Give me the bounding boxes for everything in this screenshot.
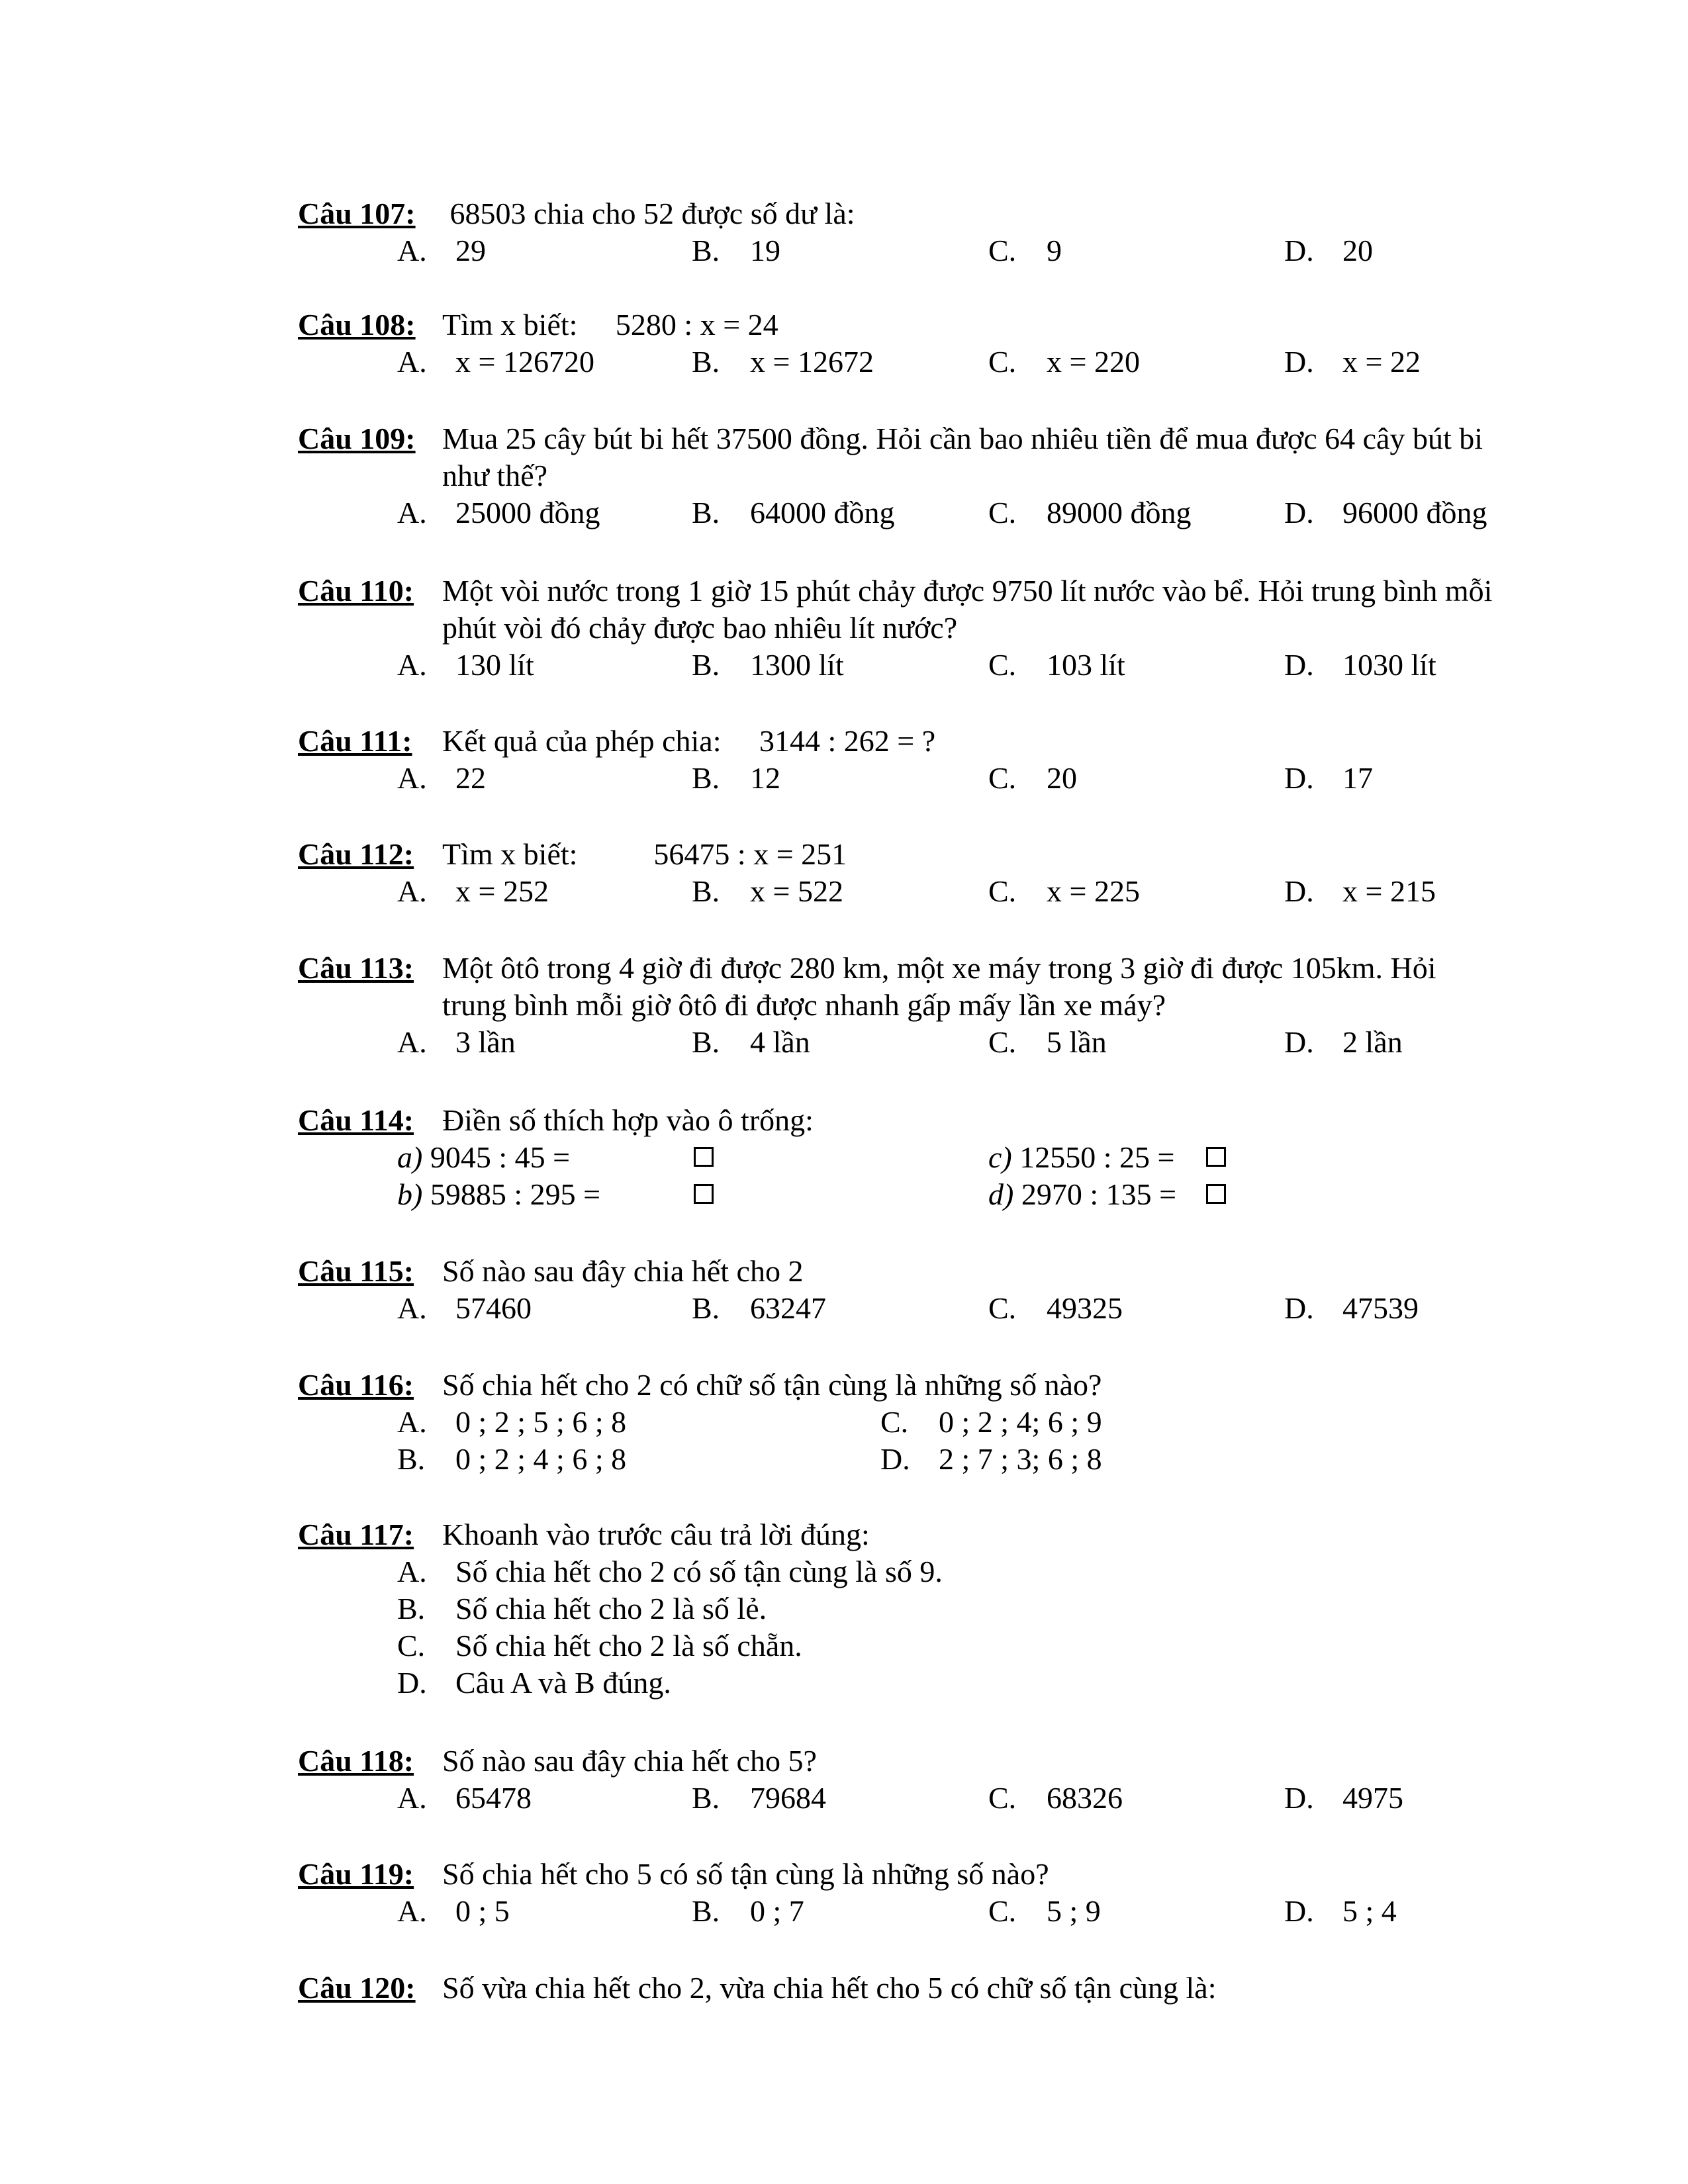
option-b: B. 4 lần <box>692 1025 810 1059</box>
option-d: D. 2 ; 7 ; 3; 6 ; 8 <box>880 1442 1102 1476</box>
option-c: C. 9 <box>988 234 1062 267</box>
option-b: B. x = 522 <box>692 874 843 908</box>
option-d: D. 2 lần <box>1284 1025 1403 1059</box>
option-c: C. 49325 <box>988 1291 1123 1325</box>
question-text: Số chia hết cho 2 có chữ số tận cùng là những số nào? <box>442 1368 1102 1402</box>
question-text: Mua 25 cây bút bi hết 37500 đồng. Hỏi cần bao nhiêu tiền để mua được 64 cây bút bi <box>442 422 1483 455</box>
option-b: B. x = 12672 <box>692 345 874 379</box>
question-text: Số chia hết cho 5 có số tận cùng là những số nào? <box>442 1857 1049 1891</box>
question-113 <box>298 950 1589 1061</box>
fill-item-d: d) 2970 : 135 = <box>988 1177 1177 1211</box>
option-c: C. 20 <box>988 761 1077 795</box>
question-114 <box>298 1102 1589 1213</box>
option-b: B. 12 <box>692 761 780 795</box>
question-117 <box>298 1516 1589 1702</box>
option-b: B. 19 <box>692 234 780 267</box>
question-label: Câu 114: <box>298 1103 414 1137</box>
question-label: Câu 118: <box>298 1744 414 1778</box>
option-d: D. x = 22 <box>1284 345 1421 379</box>
answer-box[interactable] <box>694 1147 714 1167</box>
option-d: D. 5 ; 4 <box>1284 1894 1397 1928</box>
question-119 <box>298 1856 1589 1930</box>
option-b: B. 1300 lít <box>692 648 844 682</box>
question-label: Câu 120: <box>298 1971 416 2005</box>
option-b: B. 0 ; 2 ; 4 ; 6 ; 8 <box>397 1442 627 1476</box>
question-107 <box>298 195 1589 269</box>
option-d: D. 1030 lít <box>1284 648 1436 682</box>
option-c: C. 68326 <box>988 1781 1123 1815</box>
option-b: B. Số chia hết cho 2 là số lẻ. <box>397 1592 767 1625</box>
question-text: Kết quả của phép chia: 3144 : 262 = ? <box>442 724 936 758</box>
option-d: D. x = 215 <box>1284 874 1436 908</box>
question-text-continued: trung bình mỗi giờ ôtô đi được nhanh gấp mấy lần xe máy? <box>442 988 1166 1022</box>
option-c: C. 0 ; 2 ; 4; 6 ; 9 <box>880 1405 1102 1439</box>
option-c: C. Số chia hết cho 2 là số chẵn. <box>397 1629 802 1662</box>
question-111 <box>298 723 1589 797</box>
fill-row <box>298 1176 1589 1213</box>
option-c: C. 5 lần <box>988 1025 1107 1059</box>
option-b: B. 79684 <box>692 1781 826 1815</box>
question-label: Câu 110: <box>298 574 414 608</box>
question-text: Một ôtô trong 4 giờ đi được 280 km, một xe máy trong 3 giờ đi được 105km. Hỏi <box>442 951 1436 985</box>
question-116 <box>298 1367 1589 1478</box>
question-110 <box>298 572 1589 684</box>
question-label: Câu 109: <box>298 422 416 455</box>
option-b: B. 63247 <box>692 1291 826 1325</box>
question-text-continued: như thế? <box>442 459 548 492</box>
question-label: Câu 116: <box>298 1368 414 1402</box>
option-b: B. 64000 đồng <box>692 496 895 529</box>
option-d: D. 96000 đồng <box>1284 496 1487 529</box>
question-label: Câu 113: <box>298 951 414 985</box>
option-a: A. 25000 đồng <box>397 496 600 529</box>
option-a: A. 3 lần <box>397 1025 516 1059</box>
option-d: D. Câu A và B đúng. <box>397 1666 671 1700</box>
option-d: D. 20 <box>1284 234 1373 267</box>
question-109 <box>298 420 1589 531</box>
option-c: C. 89000 đồng <box>988 496 1192 529</box>
option-c: C. 103 lít <box>988 648 1125 682</box>
question-label: Câu 107: <box>298 197 416 230</box>
option-b: B. 0 ; 7 <box>692 1894 804 1928</box>
question-label: Câu 111: <box>298 724 412 758</box>
question-108 <box>298 306 1589 381</box>
option-a: A. 130 lít <box>397 648 534 682</box>
question-text: Số vừa chia hết cho 2, vừa chia hết cho 5 có chữ số tận cùng là: <box>442 1971 1217 2005</box>
option-a: A. 29 <box>397 234 486 267</box>
question-label: Câu 115: <box>298 1254 414 1288</box>
option-c: C. x = 225 <box>988 874 1140 908</box>
question-text: Tìm x biết: 56475 : x = 251 <box>442 837 847 871</box>
question-text: Điền số thích hợp vào ô trống: <box>442 1103 814 1137</box>
question-120 <box>298 1970 1589 2007</box>
fill-item-a: a) 9045 : 45 = <box>397 1140 571 1174</box>
option-a: A. 22 <box>397 761 486 795</box>
option-c: C. 5 ; 9 <box>988 1894 1101 1928</box>
question-118 <box>298 1743 1589 1817</box>
answer-box[interactable] <box>1206 1184 1226 1204</box>
question-text: Khoanh vào trước câu trả lời đúng: <box>442 1518 870 1551</box>
question-text: 68503 chia cho 52 được số dư là: <box>442 197 855 230</box>
option-a: A. Số chia hết cho 2 có số tận cùng là số 9. <box>397 1555 943 1588</box>
option-a: A. x = 126720 <box>397 345 594 379</box>
question-label: Câu 119: <box>298 1857 414 1891</box>
question-label: Câu 108: <box>298 308 416 341</box>
option-a: A. 0 ; 2 ; 5 ; 6 ; 8 <box>397 1405 627 1439</box>
option-a: A. 0 ; 5 <box>397 1894 510 1928</box>
question-label: Câu 112: <box>298 837 414 871</box>
answer-box[interactable] <box>1206 1147 1226 1167</box>
fill-item-b: b) 59885 : 295 = <box>397 1177 601 1211</box>
fill-row <box>298 1139 1589 1176</box>
question-text: Tìm x biết: 5280 : x = 24 <box>442 308 778 341</box>
question-115 <box>298 1253 1589 1327</box>
option-d: D. 4975 <box>1284 1781 1403 1815</box>
option-a: A. 57460 <box>397 1291 532 1325</box>
option-c: C. x = 220 <box>988 345 1140 379</box>
question-text-continued: phút vòi đó chảy được bao nhiêu lít nước? <box>442 611 958 645</box>
option-a: A. 65478 <box>397 1781 532 1815</box>
question-text: Số nào sau đây chia hết cho 5? <box>442 1744 817 1778</box>
option-d: D. 47539 <box>1284 1291 1419 1325</box>
fill-item-c: c) 12550 : 25 = <box>988 1140 1175 1174</box>
question-label: Câu 117: <box>298 1518 414 1551</box>
answer-box[interactable] <box>694 1184 714 1204</box>
option-a: A. x = 252 <box>397 874 549 908</box>
question-text: Số nào sau đây chia hết cho 2 <box>442 1254 804 1288</box>
option-d: D. 17 <box>1284 761 1373 795</box>
question-112 <box>298 836 1589 910</box>
question-text: Một vòi nước trong 1 giờ 15 phút chảy được 9750 lít nước vào bể. Hỏi trung bình mỗi <box>442 574 1493 608</box>
